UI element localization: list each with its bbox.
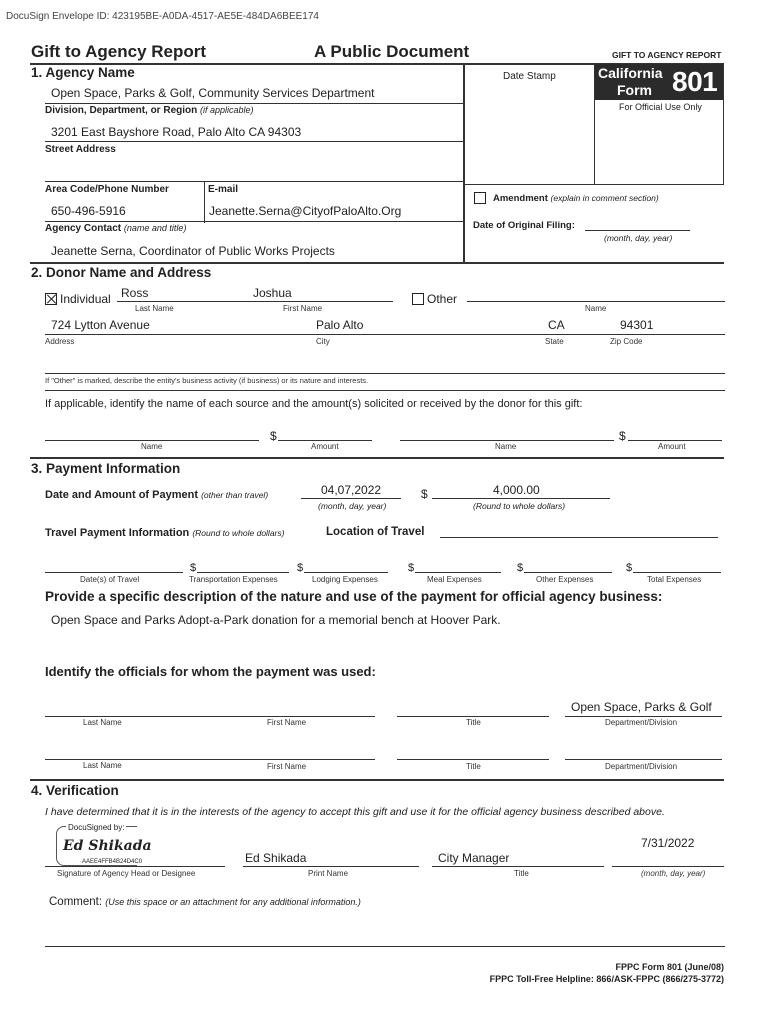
first-name-label: First Name bbox=[283, 304, 323, 313]
comment-label-text: Comment: bbox=[49, 896, 103, 908]
travel-label bbox=[45, 527, 284, 539]
footer-helpline: FPPC Toll-Free Helpline: 866/ASK-FPPC (866/275-3772) bbox=[489, 974, 724, 984]
official2-title-label: Title bbox=[466, 762, 481, 771]
location-of-travel-line[interactable] bbox=[440, 537, 718, 538]
travel-dates-line[interactable] bbox=[45, 572, 183, 573]
total-dollar: $ bbox=[626, 562, 633, 574]
amendment-checkbox[interactable] bbox=[474, 192, 486, 204]
donor-state[interactable]: CA bbox=[548, 318, 565, 332]
source-dollar-1: $ bbox=[270, 429, 277, 443]
payment-amount-value[interactable]: 4,000.00 bbox=[493, 483, 540, 497]
gift-to-agency-label: GIFT TO AGENCY REPORT bbox=[612, 50, 722, 60]
comment-line[interactable] bbox=[45, 946, 725, 947]
state-label: State bbox=[545, 337, 564, 346]
donor-city[interactable]: Palo Alto bbox=[316, 318, 364, 332]
zip-label: Zip Code bbox=[610, 337, 643, 346]
contact-value[interactable]: Jeanette Serna, Coordinator of Public Works Projects bbox=[51, 244, 335, 258]
contact-label bbox=[45, 223, 186, 234]
source-amount-label-2: Amount bbox=[658, 442, 686, 451]
official2-title-line[interactable] bbox=[397, 759, 549, 760]
date-stamp-label: Date Stamp bbox=[503, 71, 556, 82]
official1-name-line[interactable] bbox=[45, 716, 375, 717]
signature[interactable]: Ed Shikada bbox=[63, 838, 152, 854]
phone-email-divider bbox=[204, 181, 205, 223]
signature-line bbox=[45, 866, 225, 867]
email-label: E-mail bbox=[208, 184, 239, 195]
transport-label: Transportation Expenses bbox=[189, 575, 278, 584]
payment-amount-note: (Round to whole dollars) bbox=[473, 501, 566, 511]
stamp-bottom-border bbox=[463, 184, 724, 185]
sources-prompt: If applicable, identify the name of each source and the amount(s) solicited or received by the donor for this gift: bbox=[45, 398, 583, 410]
other-description-bottom bbox=[45, 390, 725, 391]
other-label: Other bbox=[427, 292, 458, 306]
section1-heading: 1. Agency Name bbox=[31, 65, 135, 80]
payment-date-line bbox=[301, 498, 401, 499]
payment-date-value[interactable]: 04,07,2022 bbox=[321, 483, 382, 497]
email-value[interactable]: Jeanette.Serna@CityofPaloAlto.Org bbox=[209, 204, 402, 218]
signature-id: AAEE4FFB4B24D4C0 bbox=[82, 859, 143, 865]
official1-title-line[interactable] bbox=[397, 716, 549, 717]
other-description-line[interactable] bbox=[45, 373, 725, 374]
docusigned-by-label: DocuSigned by: bbox=[68, 823, 125, 832]
date-amount-label bbox=[45, 489, 268, 501]
total-label: Total Expenses bbox=[647, 575, 702, 584]
street-address-value[interactable]: 3201 East Bayshore Road, Palo Alto CA 94303 bbox=[51, 125, 302, 139]
other-description-note: If "Other" is marked, describe the entity's business activity (if business) or its nature and interests. bbox=[45, 376, 369, 385]
travel-dates-label: Date(s) of Travel bbox=[80, 575, 140, 584]
phone-value[interactable]: 650-496-5916 bbox=[51, 204, 126, 218]
lodging-line[interactable] bbox=[304, 572, 388, 573]
lodging-label: Lodging Expenses bbox=[312, 575, 378, 584]
phone-bottom-rule bbox=[45, 221, 463, 222]
print-name-line bbox=[243, 866, 419, 867]
signed-date-value[interactable]: 7/31/2022 bbox=[641, 836, 695, 850]
official2-name-line[interactable] bbox=[45, 759, 375, 760]
official2-last-label: Last Name bbox=[83, 761, 122, 770]
payment-amount-line bbox=[432, 498, 610, 499]
individual-checkbox[interactable] bbox=[45, 293, 57, 305]
division-label bbox=[45, 105, 254, 116]
donor-last-name[interactable]: Ross bbox=[121, 286, 149, 300]
source-dollar-2: $ bbox=[619, 429, 626, 443]
meal-label: Meal Expenses bbox=[427, 575, 482, 584]
official2-dept-line[interactable] bbox=[565, 759, 722, 760]
footer-form-id: FPPC Form 801 (June/08) bbox=[615, 962, 724, 972]
description-value[interactable]: Open Space and Parks Adopt-a-Park donation for a memorial bench at Hoover Park. bbox=[51, 613, 501, 627]
original-filing-label: Date of Original Filing: bbox=[473, 220, 575, 231]
donor-address[interactable]: 724 Lytton Avenue bbox=[51, 318, 150, 332]
official1-title-label: Title bbox=[466, 718, 481, 727]
signature-label: Signature of Agency Head or Designee bbox=[57, 869, 196, 878]
amendment-label-text: Amendment bbox=[493, 193, 548, 204]
payment-dollar: $ bbox=[421, 487, 428, 501]
signer-title-value[interactable]: City Manager bbox=[438, 851, 510, 865]
signed-date-label: (month, day, year) bbox=[641, 869, 706, 878]
donor-address-line bbox=[45, 334, 725, 335]
meal-line[interactable] bbox=[415, 572, 501, 573]
form-word: Form bbox=[617, 82, 652, 98]
location-of-travel-label: Location of Travel bbox=[326, 526, 425, 538]
stamp-right-border bbox=[723, 63, 724, 184]
official1-department[interactable]: Open Space, Parks & Golf bbox=[571, 700, 712, 714]
print-name-value[interactable]: Ed Shikada bbox=[245, 851, 307, 865]
public-document-title: A Public Document bbox=[314, 42, 470, 61]
donor-name-line bbox=[117, 301, 393, 302]
section4-heading: 4. Verification bbox=[31, 783, 119, 798]
street-address-label: Street Address bbox=[45, 144, 116, 155]
signed-date-line bbox=[612, 866, 724, 867]
source-name-line[interactable] bbox=[45, 440, 259, 441]
section4-top-rule bbox=[30, 779, 724, 781]
signer-title-label: Title bbox=[514, 869, 529, 878]
report-title: Gift to Agency Report bbox=[31, 42, 207, 61]
last-name-label: Last Name bbox=[135, 304, 174, 313]
other-checkbox[interactable] bbox=[412, 293, 424, 305]
form-state: California bbox=[598, 65, 663, 81]
other-exp-line[interactable] bbox=[524, 572, 612, 573]
amendment-label bbox=[493, 193, 659, 204]
amendment-note: (explain in comment section) bbox=[550, 193, 659, 203]
division-note: (if applicable) bbox=[200, 105, 254, 115]
other-exp-label: Other Expenses bbox=[536, 575, 594, 584]
source-amount-label: Amount bbox=[311, 442, 339, 451]
comment-label bbox=[49, 896, 361, 908]
agency-name-line bbox=[45, 103, 463, 104]
phone-label: Area Code/Phone Number bbox=[45, 184, 169, 195]
print-name-label: Print Name bbox=[308, 869, 349, 878]
source-name-line-2[interactable] bbox=[400, 440, 614, 441]
phone-top-rule bbox=[45, 181, 463, 182]
official-use-label: For Official Use Only bbox=[619, 102, 702, 112]
travel-note: (Round to whole dollars) bbox=[192, 528, 285, 538]
other-exp-dollar: $ bbox=[517, 562, 524, 574]
source-name-label-2: Name bbox=[495, 442, 517, 451]
other-name-label: Name bbox=[585, 304, 607, 313]
section2-heading: 2. Donor Name and Address bbox=[31, 265, 212, 280]
form-number: 801 bbox=[672, 66, 718, 97]
official1-dept-line bbox=[565, 716, 722, 717]
section3-top-rule bbox=[30, 457, 724, 459]
city-label: City bbox=[316, 337, 330, 346]
address-label: Address bbox=[45, 337, 75, 346]
date-amount-label-text: Date and Amount of Payment bbox=[45, 489, 198, 501]
official2-dept-label: Department/Division bbox=[605, 762, 678, 771]
source-amount-line[interactable] bbox=[278, 440, 372, 441]
official1-first-label: First Name bbox=[267, 718, 307, 727]
comment-note: (Use this space or an attachment for any additional information.) bbox=[105, 897, 361, 907]
official1-last-label: Last Name bbox=[83, 718, 122, 727]
form-801-badge bbox=[595, 64, 723, 100]
verification-statement: I have determined that it is in the interests of the agency to accept this gift and use it for the official agency business described above. bbox=[45, 806, 665, 818]
source-name-label: Name bbox=[141, 442, 163, 451]
original-filing-note: (month, day, year) bbox=[604, 233, 673, 243]
travel-label-text: Travel Payment Information bbox=[45, 527, 190, 539]
street-address-line bbox=[45, 141, 463, 142]
contact-note: (name and title) bbox=[123, 223, 187, 233]
envelope-id: DocuSign Envelope ID: 423195BE-A0DA-4517-AE5E-484DA6BEE174 bbox=[6, 11, 319, 22]
payment-date-note: (month, day, year) bbox=[318, 501, 387, 511]
officials-prompt: Identify the officials for whom the payment was used: bbox=[45, 664, 376, 679]
official2-first-label: First Name bbox=[267, 762, 307, 771]
source-amount-line-2[interactable] bbox=[628, 440, 722, 441]
other-name-line[interactable] bbox=[467, 301, 725, 302]
meal-dollar: $ bbox=[408, 562, 415, 574]
donor-first-name[interactable]: Joshua bbox=[253, 286, 292, 300]
original-filing-line[interactable] bbox=[585, 230, 690, 231]
stamp-divider bbox=[463, 63, 465, 262]
description-prompt: Provide a specific description of the nature and use of the payment for official agency business: bbox=[45, 589, 663, 604]
individual-label: Individual bbox=[60, 292, 111, 306]
section2-top-rule bbox=[30, 262, 724, 264]
date-amount-note: (other than travel) bbox=[201, 490, 269, 500]
signer-title-line bbox=[432, 866, 604, 867]
lodging-dollar: $ bbox=[297, 562, 304, 574]
transport-line[interactable] bbox=[197, 572, 289, 573]
donor-zip[interactable]: 94301 bbox=[620, 318, 654, 332]
section3-heading: 3. Payment Information bbox=[31, 461, 181, 476]
transport-dollar: $ bbox=[190, 562, 197, 574]
official1-dept-label: Department/Division bbox=[605, 718, 678, 727]
agency-name-value[interactable]: Open Space, Parks & Golf, Community Services Department bbox=[51, 86, 375, 100]
contact-label-text: Agency Contact bbox=[45, 223, 122, 234]
total-line[interactable] bbox=[633, 572, 721, 573]
division-label-text: Division, Department, or Region bbox=[45, 105, 198, 116]
